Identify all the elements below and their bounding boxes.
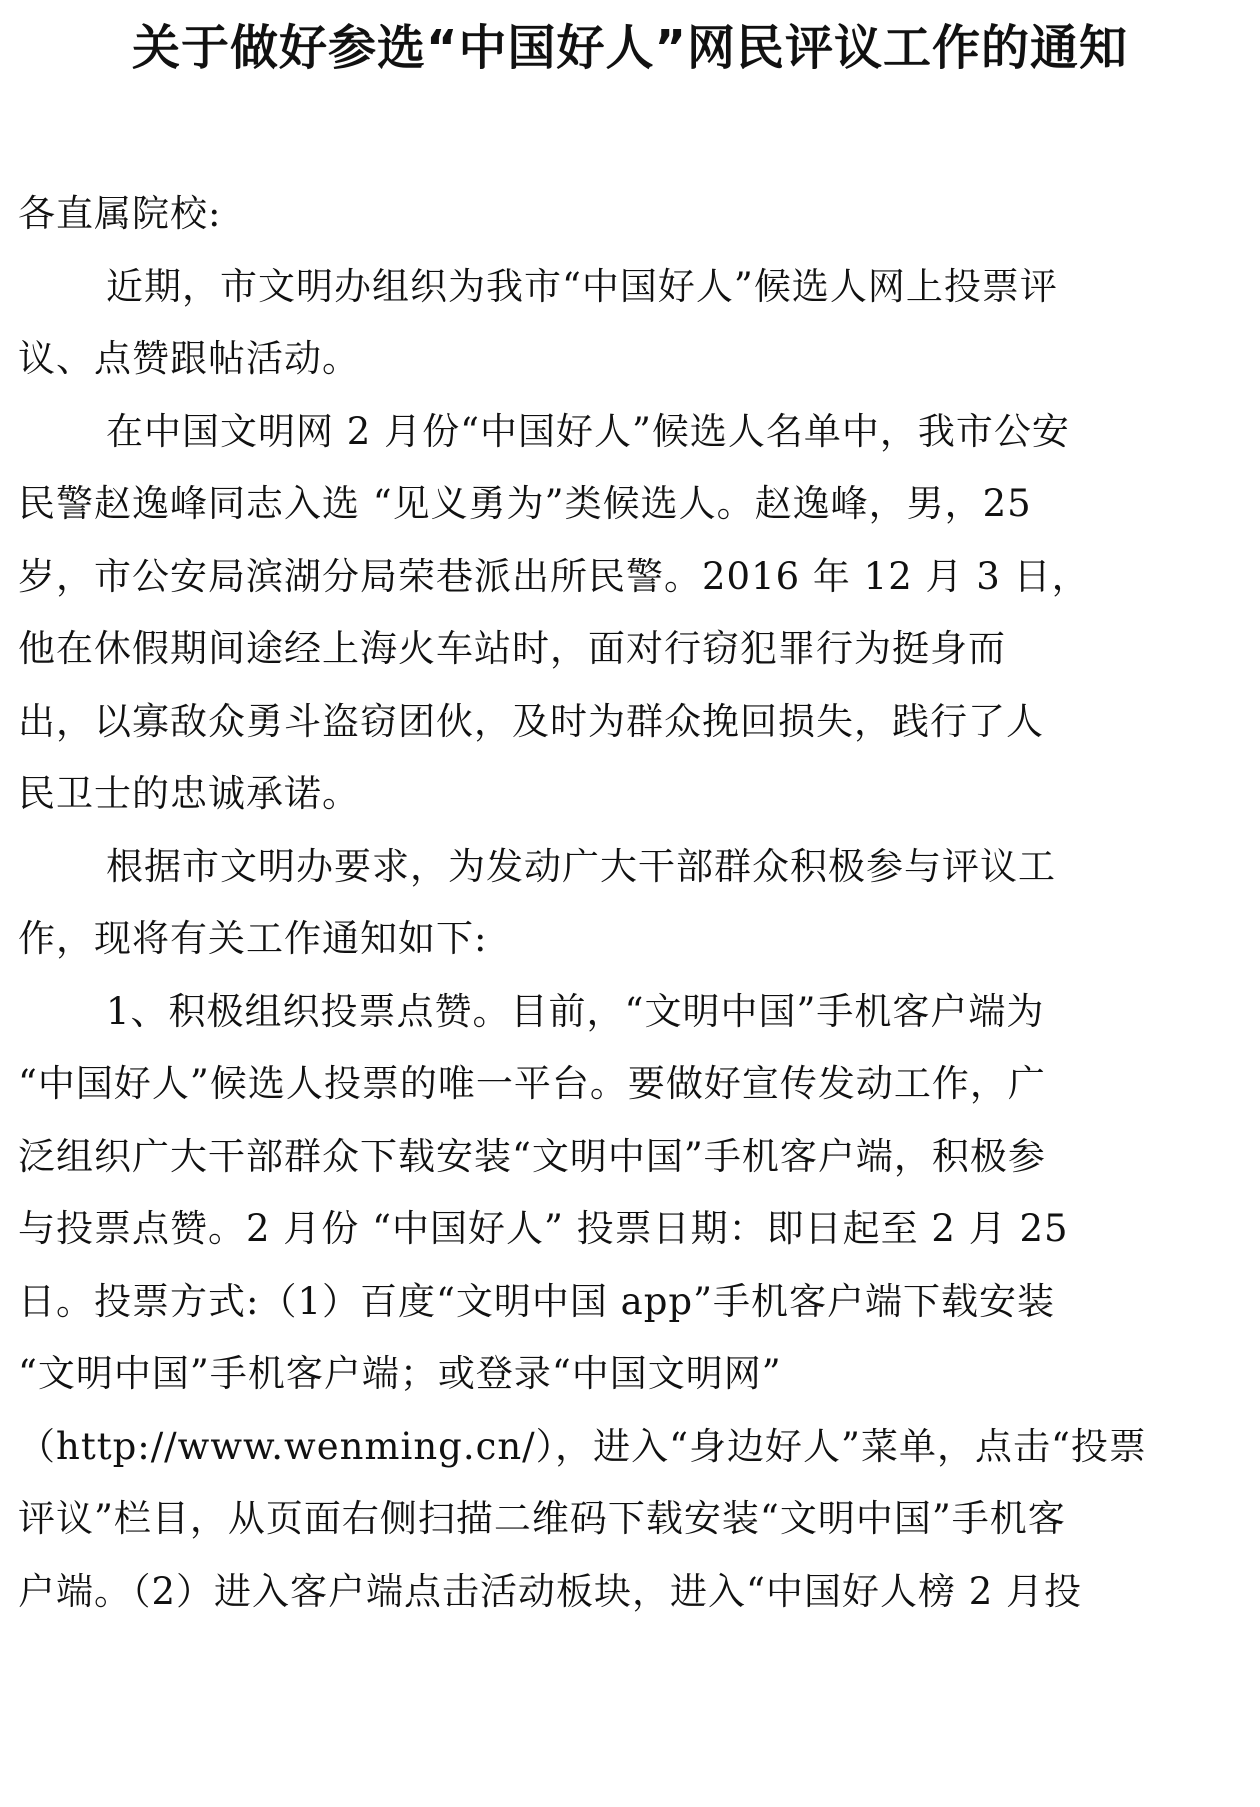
body-line: 议、点赞跟帖活动。 bbox=[18, 337, 360, 380]
body-line: 户端。（2）进入客户端点击活动板块，进入“中国好人榜 2 月投 bbox=[18, 1569, 1083, 1613]
body-line: “文明中国”手机客户端；或登录“中国文明网” bbox=[18, 1352, 782, 1395]
document-body bbox=[18, 178, 1228, 1628]
body-line: 1、积极组织投票点赞。目前，“文明中国”手机客户端为 bbox=[106, 989, 1045, 1033]
body-line: 根据市文明办要求，为发动广大干部群众积极参与评议工 bbox=[106, 844, 1056, 888]
body-line: 日。投票方式:（1）百度“文明中国 app”手机客户端下载安装 bbox=[18, 1279, 1056, 1323]
body-line: 作，现将有关工作通知如下: bbox=[18, 917, 488, 960]
body-line: 近期，市文明办组织为我市“中国好人”候选人网上投票评 bbox=[106, 264, 1058, 308]
body-lines bbox=[18, 251, 1228, 1629]
body-line: “中国好人”候选人投票的唯一平台。要做好宣传发动工作，广 bbox=[18, 1062, 1046, 1105]
body-line: 评议”栏目，从页面右侧扫描二维码下载安装“文明中国”手机客 bbox=[18, 1497, 1066, 1540]
body-line: 泛组织广大干部群众下载安装“文明中国”手机客户端，积极参 bbox=[18, 1134, 1046, 1178]
body-line: 岁，市公安局滨湖分局荣巷派出所民警。2016 年 12 月 3 日， bbox=[18, 554, 1090, 598]
body-line: 在中国文明网 2 月份“中国好人”候选人名单中，我市公安 bbox=[106, 409, 1070, 453]
body-line: 民卫士的忠诚承诺。 bbox=[18, 772, 360, 815]
body-line: 出，以寡敌众勇斗盗窃团伙，及时为群众挽回损失，践行了人 bbox=[18, 699, 1044, 743]
salutation: 各直属院校: bbox=[18, 192, 222, 235]
body-line: 民警赵逸峰同志入选 “见义勇为”类候选人。赵逸峰，男，25 bbox=[18, 482, 1032, 525]
document-title: 关于做好参选“中国好人”网民评议工作的通知 bbox=[131, 20, 1129, 76]
body-line: 他在休假期间途经上海火车站时，面对行窃犯罪行为挺身而 bbox=[18, 627, 1006, 670]
body-line: 与投票点赞。2 月份 “中国好人” 投票日期：即日起至 2 月 25 bbox=[18, 1207, 1069, 1250]
body-line: （http://www.wenming.cn/），进入“身边好人”菜单，点击“投票 bbox=[18, 1424, 1147, 1468]
